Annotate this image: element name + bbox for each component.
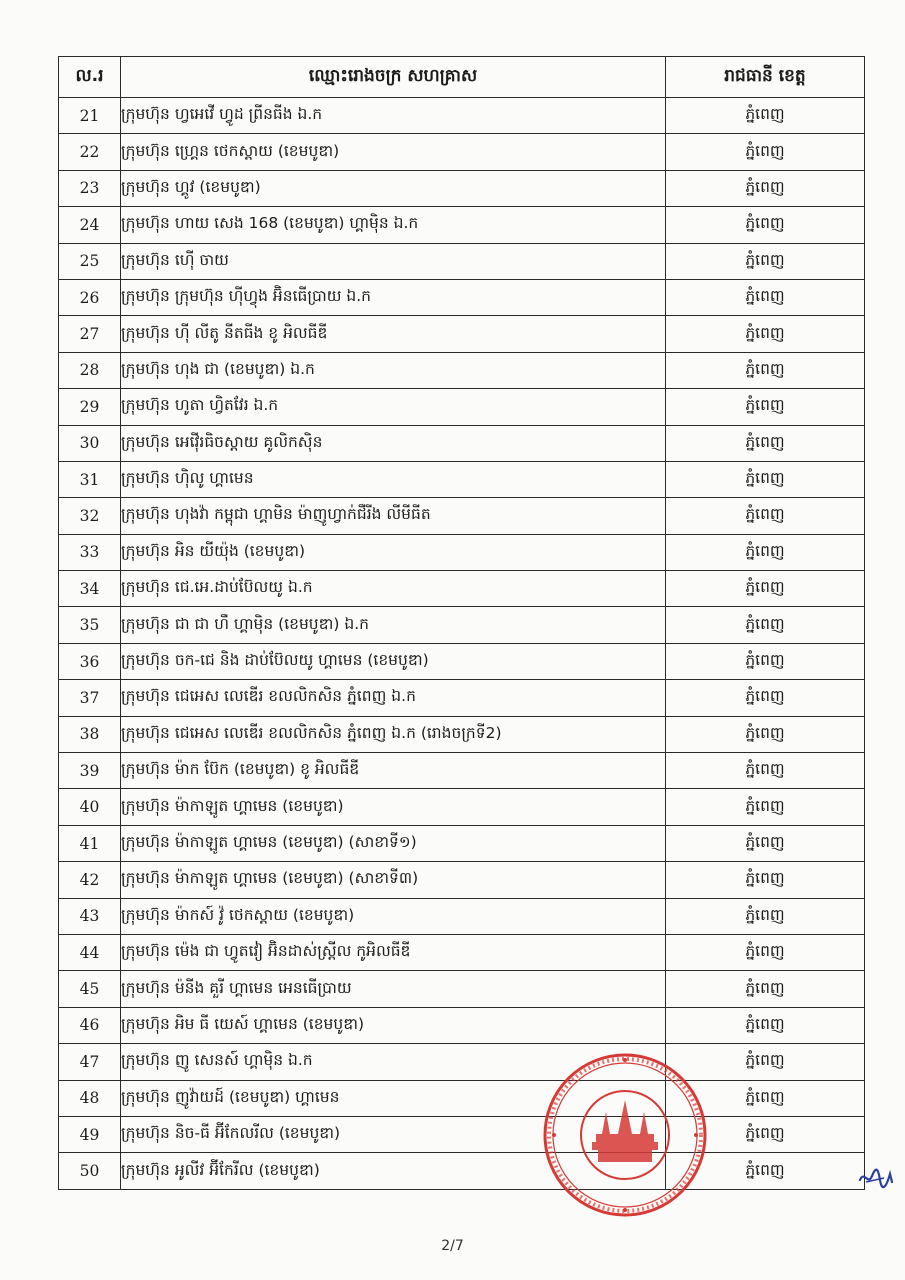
table-row	[59, 352, 865, 388]
province-name: ភ្នំពេញ	[666, 643, 865, 679]
province-name: ភ្នំពេញ	[666, 279, 865, 315]
company-name: ក្រុមហ៊ុន ញូវ៉ាយដ៍ (ខេមបូឌា) ហ្គាមេន	[121, 1080, 666, 1116]
row-number: 39	[59, 753, 121, 789]
province-name: ភ្នំពេញ	[666, 243, 865, 279]
table-row	[59, 898, 865, 934]
row-number: 27	[59, 316, 121, 352]
table-row	[59, 971, 865, 1007]
table-row	[59, 789, 865, 825]
row-number: 28	[59, 352, 121, 388]
province-name: ភ្នំពេញ	[666, 716, 865, 752]
row-number: 26	[59, 279, 121, 315]
row-number: 42	[59, 862, 121, 898]
province-name: ភ្នំពេញ	[666, 825, 865, 861]
row-number: 38	[59, 716, 121, 752]
company-name: ក្រុមហ៊ុន ហុង ជា (ខេមបូឌា) ឯ.ក	[121, 352, 666, 388]
province-name: ភ្នំពេញ	[666, 571, 865, 607]
table-row	[59, 716, 865, 752]
table-row	[59, 680, 865, 716]
table-header-row	[59, 57, 865, 98]
company-name: ក្រុមហ៊ុន ហ៊ី លីតូ នីតធីង ខូ អិលធីឌី	[121, 316, 666, 352]
province-name: ភ្នំពេញ	[666, 498, 865, 534]
table-row	[59, 862, 865, 898]
province-name: ភ្នំពេញ	[666, 971, 865, 1007]
province-name: ភ្នំពេញ	[666, 934, 865, 970]
company-name: ក្រុមហ៊ុន ហ្គូវ (ខេមបូឌា)	[121, 170, 666, 206]
province-name: ភ្នំពេញ	[666, 352, 865, 388]
province-name: ភ្នំពេញ	[666, 862, 865, 898]
header-no: ល.រ	[59, 57, 121, 98]
table-row	[59, 207, 865, 243]
company-name: ក្រុមហ៊ុន ម៉ាកស៍ វ៉ូ ថេកស្តាយ (ខេមបូឌា)	[121, 898, 666, 934]
row-number: 21	[59, 98, 121, 134]
row-number: 22	[59, 134, 121, 170]
province-name: ភ្នំពេញ	[666, 1044, 865, 1080]
company-name: ក្រុមហ៊ុន ម៉ាកាឡូត ហ្គាមេន (ខេមបូឌា) (សាខាទី៣)	[121, 862, 666, 898]
row-number: 31	[59, 461, 121, 497]
row-number: 25	[59, 243, 121, 279]
company-name: ក្រុមហ៊ុន ហុងវ៉ា កម្ពុជា ហ្គាមិន ម៉ាញូហ្វាក់ជឺរីង លីមីធីត	[121, 498, 666, 534]
company-name: ក្រុមហ៊ុន អិម ធី យេស៍ ហ្គាមេន (ខេមបូឌា)	[121, 1007, 666, 1043]
header-company-name: ឈ្មោះរោងចក្រ សហគ្រាស	[121, 57, 666, 98]
table-row	[59, 1007, 865, 1043]
company-table	[58, 56, 865, 1190]
table-row	[59, 1116, 865, 1152]
table-row	[59, 243, 865, 279]
table-row	[59, 170, 865, 206]
province-name: ភ្នំពេញ	[666, 789, 865, 825]
province-name: ភ្នំពេញ	[666, 316, 865, 352]
table-body	[59, 98, 865, 1190]
table-row	[59, 934, 865, 970]
table-row	[59, 498, 865, 534]
table-row	[59, 98, 865, 134]
province-name: ភ្នំពេញ	[666, 680, 865, 716]
row-number: 32	[59, 498, 121, 534]
company-name: ក្រុមហ៊ុន ញូ សេនស៍ ហ្គាម៉ិន ឯ.ក	[121, 1044, 666, 1080]
province-name: ភ្នំពេញ	[666, 898, 865, 934]
province-name: ភ្នំពេញ	[666, 425, 865, 461]
company-name: ក្រុមហ៊ុន ហ្វអេវើ ហ្វូដ ព្រីនធីង ឯ.ក	[121, 98, 666, 134]
province-name: ភ្នំពេញ	[666, 1080, 865, 1116]
table-row	[59, 134, 865, 170]
table-row	[59, 1153, 865, 1189]
company-name: ក្រុមហ៊ុន ម៉ាកាឡូត ហ្គាមេន (ខេមបូឌា)	[121, 789, 666, 825]
company-name: ក្រុមហ៊ុន ហាយ សេង 168 (ខេមបូឌា) ហ្គាម៉ិន ឯ.ក	[121, 207, 666, 243]
table-row	[59, 534, 865, 570]
company-name: ក្រុមហ៊ុន អូលីវ អ៊ីកែរីល (ខេមបូឌា)	[121, 1153, 666, 1189]
row-number: 34	[59, 571, 121, 607]
table-row	[59, 607, 865, 643]
province-name: ភ្នំពេញ	[666, 1153, 865, 1189]
table-row	[59, 316, 865, 352]
province-name: ភ្នំពេញ	[666, 461, 865, 497]
table-row	[59, 753, 865, 789]
row-number: 46	[59, 1007, 121, 1043]
row-number: 48	[59, 1080, 121, 1116]
signature-mark	[856, 1162, 896, 1192]
row-number: 24	[59, 207, 121, 243]
table-row	[59, 279, 865, 315]
province-name: ភ្នំពេញ	[666, 170, 865, 206]
row-number: 23	[59, 170, 121, 206]
row-number: 43	[59, 898, 121, 934]
company-name: ក្រុមហ៊ុន ម៉ាកាឡូត ហ្គាមេន (ខេមបូឌា) (សាខាទី១)	[121, 825, 666, 861]
row-number: 29	[59, 389, 121, 425]
company-name: ក្រុមហ៊ុន អិន យីយ៉ុង (ខេមបូឌា)	[121, 534, 666, 570]
table-row	[59, 1044, 865, 1080]
company-name: ក្រុមហ៊ុន ជេអេស លេឌើរ ខលលិកសិន ភ្នំពេញ ឯ.ក	[121, 680, 666, 716]
province-name: ភ្នំពេញ	[666, 389, 865, 425]
row-number: 45	[59, 971, 121, 1007]
province-name: ភ្នំពេញ	[666, 1007, 865, 1043]
province-name: ភ្នំពេញ	[666, 134, 865, 170]
page-number: 2/7	[441, 1238, 464, 1254]
table-row	[59, 389, 865, 425]
company-name: ក្រុមហ៊ុន ហ៊ើ ចាយ	[121, 243, 666, 279]
company-name: ក្រុមហ៊ុន ហ៊ិលូ ហ្គាមេន	[121, 461, 666, 497]
row-number: 33	[59, 534, 121, 570]
province-name: ភ្នំពេញ	[666, 534, 865, 570]
company-name: ក្រុមហ៊ុន ចក-ជេ និង ដាប់ប៊ែលយូ ហ្គាមេន (ខេមបូឌា)	[121, 643, 666, 679]
row-number: 30	[59, 425, 121, 461]
company-name: ក្រុមហ៊ុន ជេអេស លេឌើរ ខលលិកសិន ភ្នំពេញ ឯ.ក (រោងចក្រទី2)	[121, 716, 666, 752]
company-name: ក្រុមហ៊ុន ជេ.អេ.ដាប់ប៊ែលយូ ឯ.ក	[121, 571, 666, 607]
table-row	[59, 425, 865, 461]
company-name: ក្រុមហ៊ុន ក្រុមហ៊ុន ហ៊ីហ្វុង អ៊ិនធើប្រាយ ឯ.ក	[121, 279, 666, 315]
company-name: ក្រុមហ៊ុន ហ្គ្រេន ថេកស្តាយ (ខេមបូឌា)	[121, 134, 666, 170]
row-number: 36	[59, 643, 121, 679]
company-name: ក្រុមហ៊ុន ហូតា ហ្វិតវែរ ឯ.ក	[121, 389, 666, 425]
row-number: 47	[59, 1044, 121, 1080]
official-seal	[540, 1050, 710, 1220]
company-name: ក្រុមហ៊ុន និច-ធី អ៊ីកែលរីល (ខេមបូឌា)	[121, 1116, 666, 1152]
company-name: ក្រុមហ៊ុន ជា ជា ហឺ ហ្គាម៉ិន (ខេមបូឌា) ឯ.ក	[121, 607, 666, 643]
province-name: ភ្នំពេញ	[666, 753, 865, 789]
table-row	[59, 461, 865, 497]
company-name: ក្រុមហ៊ុន ម៉ាក ប៊ែក (ខេមបូឌា) ខូ អិលធីឌី	[121, 753, 666, 789]
row-number: 40	[59, 789, 121, 825]
company-name: ក្រុមហ៊ុន ម៉េង ជា ហ្វូតវៀ អ៊ិនដាស់ស្ត្រីល កូអិលធីឌី	[121, 934, 666, 970]
header-province: រាជធានី ខេត្ត	[666, 57, 865, 98]
table-row	[59, 643, 865, 679]
province-name: ភ្នំពេញ	[666, 207, 865, 243]
table-row	[59, 571, 865, 607]
row-number: 44	[59, 934, 121, 970]
province-name: ភ្នំពេញ	[666, 98, 865, 134]
row-number: 41	[59, 825, 121, 861]
company-name: ក្រុមហ៊ុន អេវ៉ើរធិចស្តាយ គូលិកស៊ិន	[121, 425, 666, 461]
row-number: 35	[59, 607, 121, 643]
row-number: 37	[59, 680, 121, 716]
province-name: ភ្នំពេញ	[666, 1116, 865, 1152]
province-name: ភ្នំពេញ	[666, 607, 865, 643]
row-number: 49	[59, 1116, 121, 1152]
table-row	[59, 1080, 865, 1116]
company-name: ក្រុមហ៊ុន ម៉នីង គួរី ហ្គាមេន អេនធើប្រាយ	[121, 971, 666, 1007]
row-number: 50	[59, 1153, 121, 1189]
table-row	[59, 825, 865, 861]
